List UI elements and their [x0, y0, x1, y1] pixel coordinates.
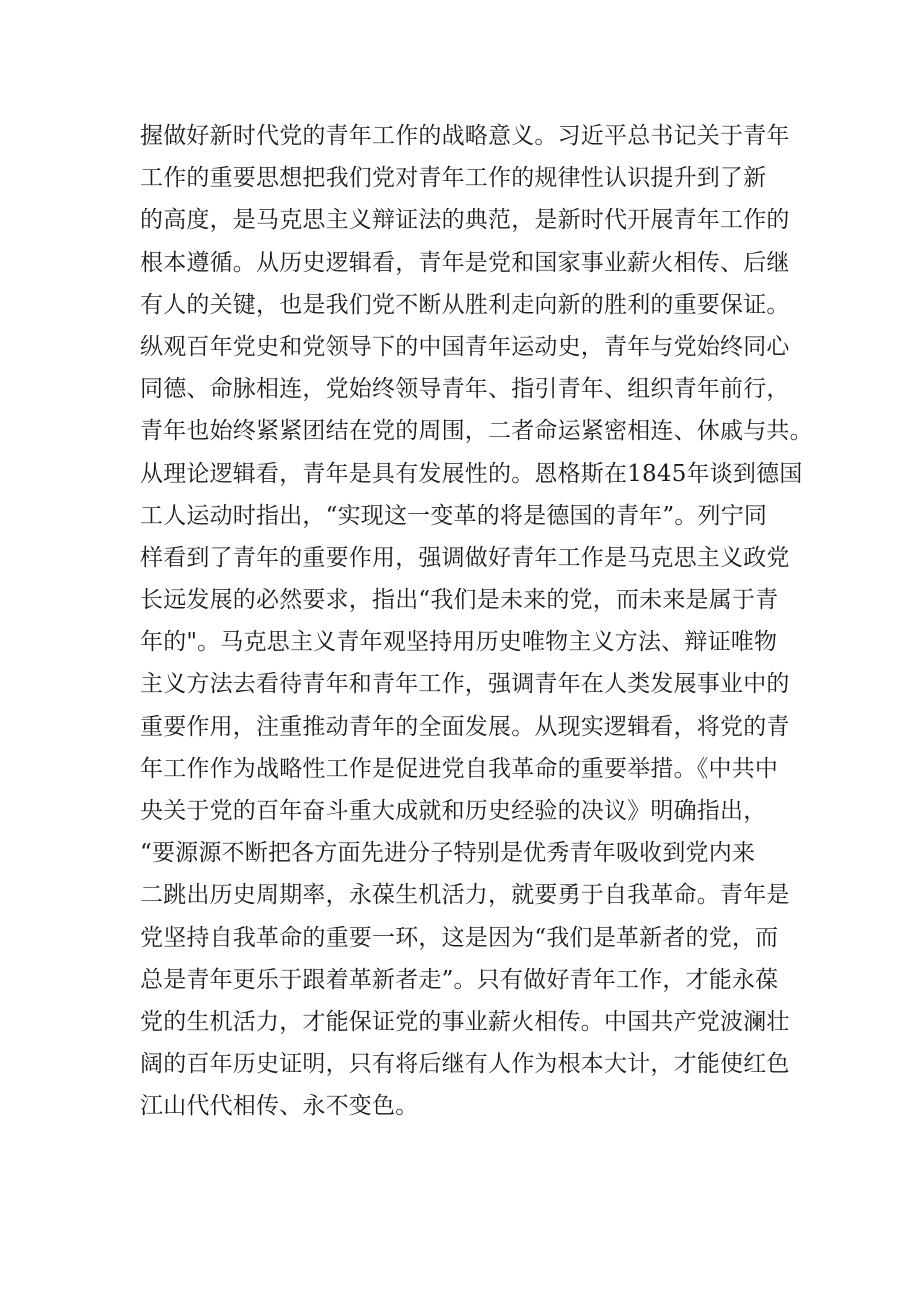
text-line-7: 同德、命脉相连，党始终领导青年、指引青年、组织青年前行， — [140, 376, 790, 403]
text-line-8: 青年也始终紧紧团结在党的周围，二者命运紧密相连、休戚与共。 — [140, 418, 813, 445]
text-line-22: 党的生机活力，才能保证党的事业薪火相传。中国共产党波澜壮 — [140, 1008, 790, 1035]
text-line-18: “要源源不断把各方面先进分子特别是优秀青年吸收到党内来 — [140, 840, 756, 867]
text-line-23: 阔的百年历史证明，只有将后继有人作为根本大计，才能使红色 — [140, 1051, 790, 1078]
text-line-10: 工人运动时指出，“实现这一变革的将是德国的青年”。列宁同 — [140, 502, 768, 529]
text-line-19: 二跳出历史周期率，永葆生机活力，就要勇于自我革命。青年是 — [140, 882, 790, 909]
text-line-14: 主义方法去看待青年和青年工作，强调青年在人类发展事业中的 — [140, 671, 790, 698]
text-line-4: 根本遵循。从历史逻辑看，青年是党和国家事业薪火相传、后继 — [140, 249, 790, 276]
text-line-20: 党坚持自我革命的重要一环，这是因为“我们是革新者的党，而 — [140, 924, 779, 951]
text-line-12: 长远发展的必然要求，指出“我们是未来的党，而未来是属于青 — [140, 587, 779, 614]
text-line-1: 握做好新时代党的青年工作的战略意义。习近平总书记关于青年 — [140, 123, 790, 149]
text-line-2: 工作的重要思想把我们党对青年工作的规律性认识提升到了新 — [140, 165, 767, 192]
text-line-5: 有人的关键，也是我们党不断从胜利走向新的胜利的重要保证。 — [140, 291, 790, 318]
text-line-16: 年工作作为战略性工作是促进党自我革命的重要举措。《中共中 — [140, 755, 779, 782]
text-line-13: 年的"。马克思主义青年观坚持用历史唯物主义方法、辩证唯物 — [140, 629, 778, 656]
text-line-17: 央关于党的百年奋斗重大成就和历史经验的决议》明确指出， — [140, 798, 767, 824]
text-line-3: 的高度，是马克思主义辩证法的典范，是新时代开展青年工作的 — [140, 207, 790, 234]
text-line-21: 总是青年更乐于跟着革新者走”。只有做好青年工作，才能永葆 — [140, 966, 779, 993]
text-line-6: 纵观百年党史和党领导下的中国青年运动史，青年与党始终同心 — [140, 333, 790, 360]
text-line-9: 从理论逻辑看，青年是具有发展性的。恩格斯在1845年谈到德国 — [140, 460, 803, 487]
text-line-24: 江山代代相传、永不变色。 — [140, 1093, 419, 1120]
text-line-11: 样看到了青年的重要作用，强调做好青年工作是马克思主义政党 — [140, 544, 790, 571]
text-line-15: 重要作用，注重推动青年的全面发展。从现实逻辑看，将党的青 — [140, 713, 790, 740]
body-paragraph — [140, 115, 813, 1128]
